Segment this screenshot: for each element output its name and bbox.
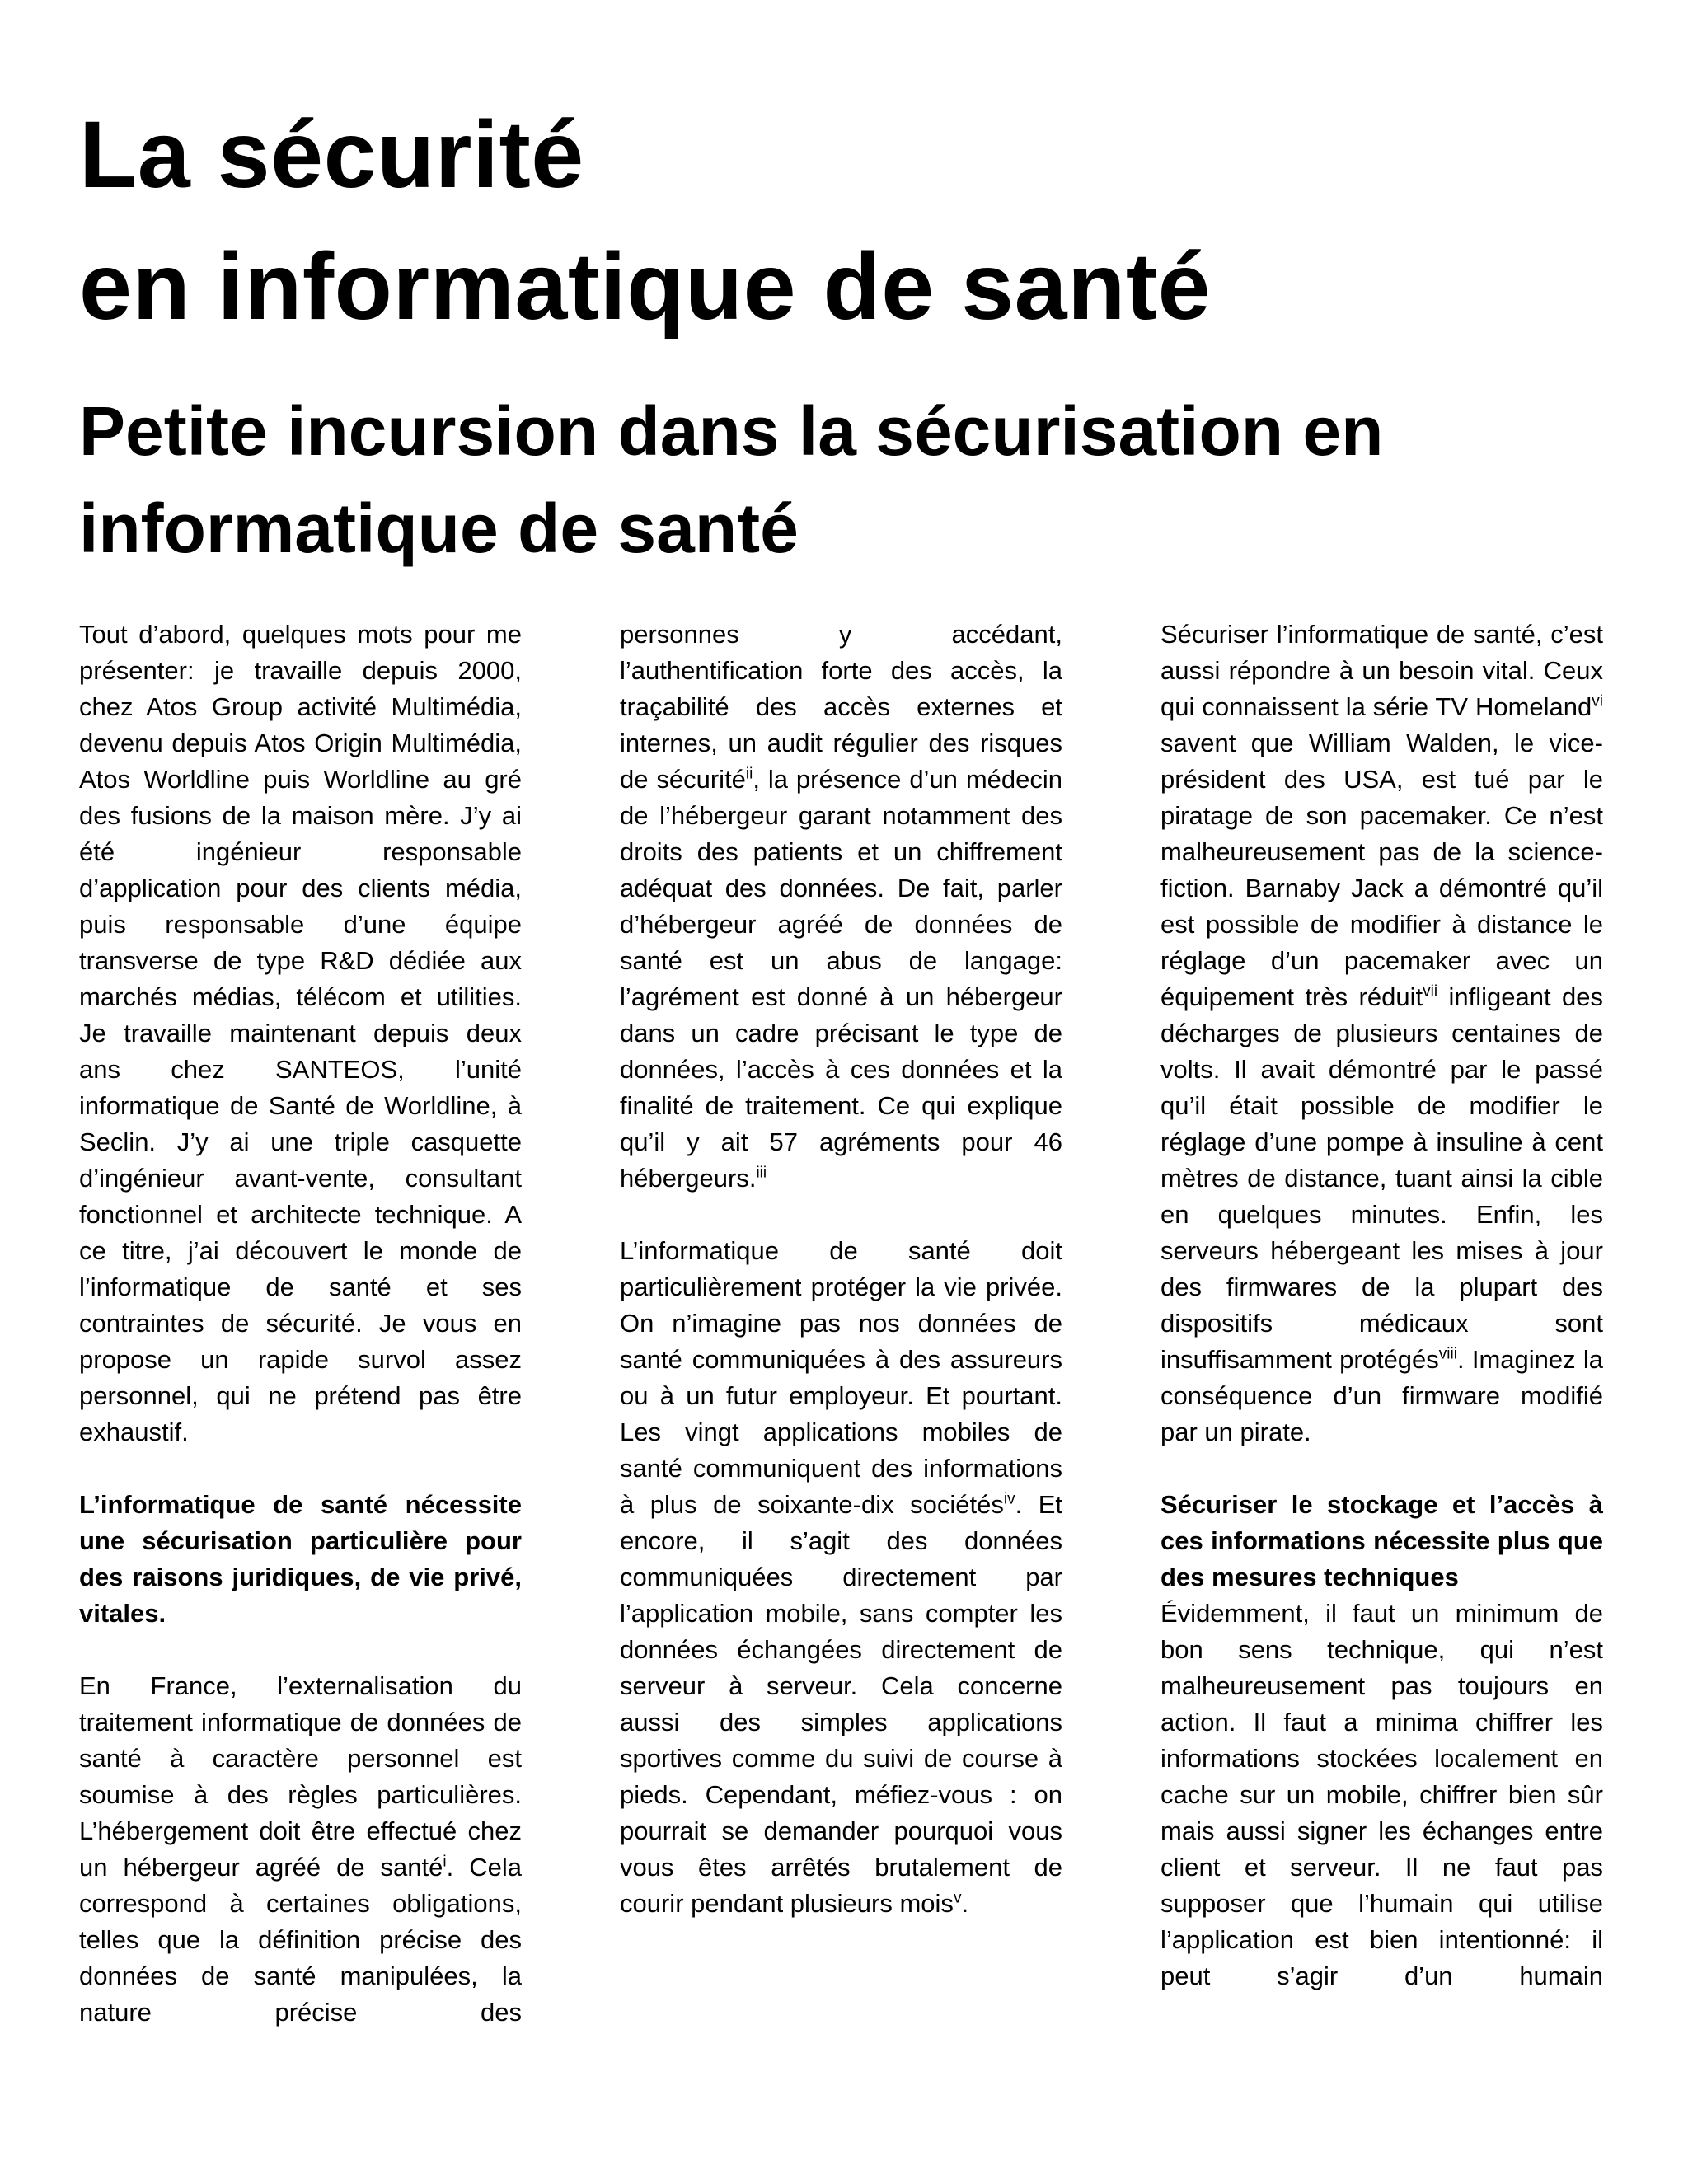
article-title [79,89,1211,353]
vital-paragraph [1160,616,1603,1451]
hosting-text-b: . Cela correspond à certaines obligations, telles que la définition précise des données de santé manipulées, la nature précise des [79,1853,523,2027]
footnote-ref-viii: viii [1438,1345,1457,1363]
text-column-2 [620,616,1062,1922]
privacy-text-a: L’informatique de santé doit particulièrement protéger la vie privée. On n’imagine pas nos données de santé communiquées à des assureurs ou à un futur employeur. Et pourtant. Les vingt applications mobiles de santé communiquent des informations à plus de soixante-dix sociétés [620,1236,1062,1519]
footnote-ref-iii: iii [756,1164,767,1182]
section-heading-storage: Sécuriser le stockage et l’accès à ces informations nécessite plus que des mesures techniques [1160,1490,1603,1591]
footnote-ref-vii: vii [1423,982,1438,1001]
article-subtitle-line-1: Petite incursion dans la sécurisation en [79,392,1384,470]
privacy-text-c: . [961,1889,969,1918]
text-column-3 [1160,616,1603,1994]
footnote-ref-vi: vi [1592,692,1603,710]
article-title-line-2: en informatique de santé [79,234,1212,340]
article-subtitle [79,382,1612,577]
privacy-paragraph [620,1233,1062,1922]
section-heading-legal: L’informatique de santé nécessite une sécurisation particulière pour des raisons juridiques, de vie privé, vitales. [79,1490,522,1628]
privacy-text-b: . Et encore, il s’agit des données communiquées directement par l’application mobile, sans compter les données échangées directement de serveur à serveur. Cela concerne aussi des simples applications sportives comme du suivi de course à pieds. Cependant, méfiez-vous : on pourrait se demander pourquoi vous vous êtes arrêtés brutalement de courir pendant plusieurs mois [620,1490,1063,1918]
vital-text-b: savent que William Walden, le vice-président des USA, est tué par le piratage de son pacemaker. Ce n’est malheureusement pas de la science-fiction. Barnaby Jack a démontré qu’il est possible de modifier à distance le réglage d’un pacemaker avec un équipement très réduit [1160,729,1603,1011]
hosting-paragraph [79,1668,522,2031]
article-title-line-1: La sécurité [79,102,584,208]
footnote-ref-iv: iv [1003,1490,1015,1508]
intro-paragraph: Tout d’abord, quelques mots pour me présenter: je travaille depuis 2000, chez Atos Group activité Multimédia, devenu depuis Atos Origin Multimédia, Atos Worldline puis Worldline au gré des fusions de la maison mère. J’y ai été ingénieur responsable d’application pour des clients média, puis responsable d’une équipe transverse de type R&D dédiée aux marchés médias, télécom et utilities. Je travaille maintenant depuis deux ans chez SANTEOS, l’unité informatique de Santé de Worldline, à Seclin. J’y ai une triple casquette d’ingénieur avant-vente, consultant fonctionnel et architecte technique. A ce titre, j’ai découvert le monde de l’informatique de santé et ses contraintes de sécurité. Je vous en propose un rapide survol assez personnel, qui ne prétend pas être exhaustif. [79,620,522,1446]
hosting-continued-paragraph [620,616,1062,1197]
article-subtitle-line-2: informatique de santé [79,490,799,567]
storage-paragraph: Évidemment, il faut un minimum de bon sens technique, qui n’est malheureusement pas toujours en action. Il faut a minima chiffrer les informations stockées localement en cache sur un mobile, chiffrer bien sûr mais aussi signer les échanges entre client et serveur. Il ne faut pas supposer que l’humain qui utilise l’application est bien intentionné: il peut s’agir d’un humain [1160,1599,1603,1990]
vital-text-c: infligeant des décharges de plusieurs centaines de volts. Il avait démontré par le passé qu’il était possible de modifier le réglage d’une pompe à insuline à cent mètres de distance, tuant ainsi la cible en quelques minutes. Enfin, les serveurs hébergeant les mises à jour des firmwares de la plupart des dispositifs médicaux sont insuffisamment protégés [1160,982,1603,1374]
footnote-ref-v: v [953,1889,962,1907]
hosting-continued-text-a: personnes y accédant, l’authentification forte des accès, la traçabilité des accès externes et internes, un audit régulier des risques de sécurité [620,620,1062,794]
vital-text-a: Sécuriser l’informatique de santé, c’est aussi répondre à un besoin vital. Ceux qui connaissent la série TV Homeland [1160,620,1603,721]
text-column-1 [79,616,522,2031]
hosting-continued-text-b: , la présence d’un médecin de l’hébergeur garant notamment des droits des patients et un chiffrement adéquat des données. De fait, parler d’hébergeur agréé de données de santé est un abus de langage: l’agrément est donné à un hébergeur dans un cadre précisant le type de données, l’accès à ces données et la finalité de traitement. Ce qui explique qu’il y ait 57 agréments pour 46 hébergeurs. [620,765,1062,1193]
footnote-ref-i: i [443,1853,447,1871]
footnote-ref-ii: ii [745,765,753,783]
hosting-text-a: En France, l’externalisation du traitement informatique de données de santé à caractère personnel est soumise à des règles particulières. L’hébergement doit être effectué chez un hébergeur agréé de santé [79,1671,522,1882]
vital-text-d: . Imaginez la conséquence d’un firmware modifié par un pirate. [1160,1345,1603,1446]
